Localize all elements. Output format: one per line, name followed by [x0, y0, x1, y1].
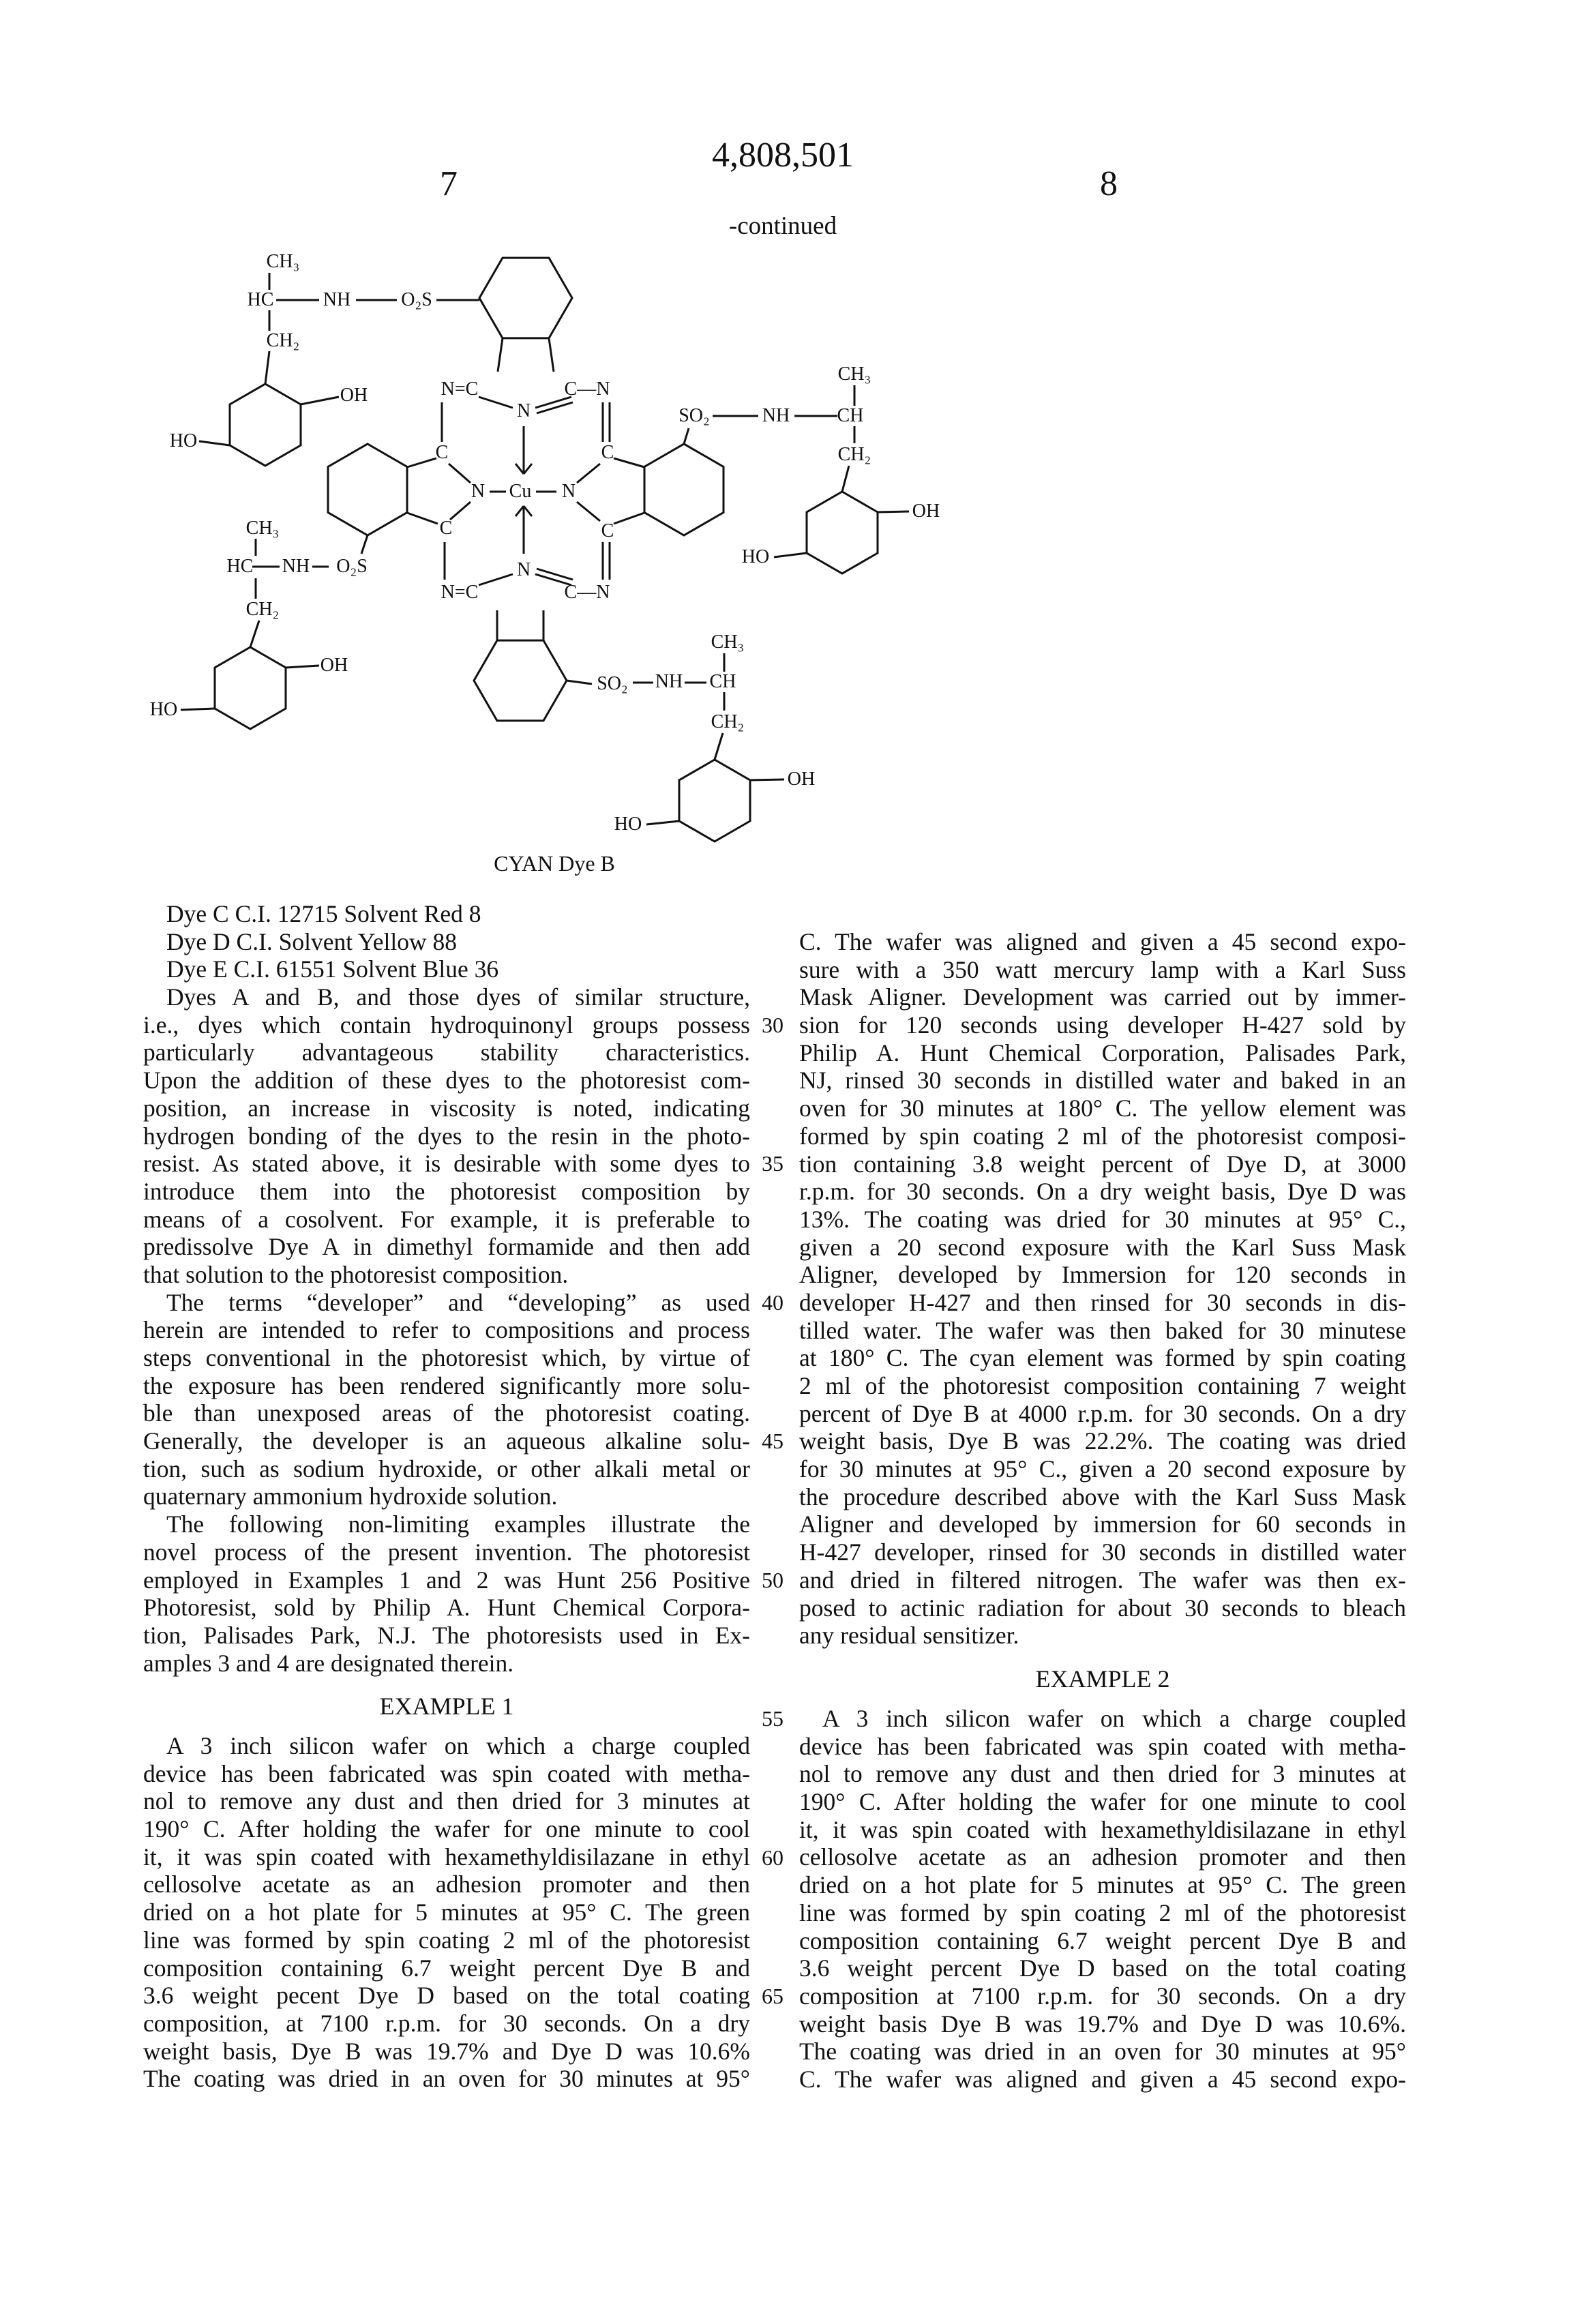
text-line: that solution to the photoresist composition. — [143, 1261, 750, 1289]
text-line: dried on a hot plate for 5 minutes at 95° C. The green — [143, 1898, 750, 1926]
text-line: any residual sensitizer. — [799, 1622, 1406, 1650]
atom-label: OH — [788, 769, 815, 790]
bond — [577, 502, 600, 521]
text-line: composition at 7100 r.p.m. for 30 seconds. On a dry — [799, 1982, 1406, 2010]
atom-label: N=C — [441, 379, 479, 400]
example-1-text — [143, 1732, 750, 2093]
text-line: line was formed by spin coating 2 ml of the photoresist — [799, 1899, 1406, 1927]
text-line: 13%. The coating was dried for 30 minutes at 95° C., — [799, 1206, 1406, 1234]
atom-label: C—N — [565, 379, 610, 400]
atom-label: CH₃ — [267, 252, 300, 272]
text-line: Generally, the developer is an aqueous alkaline solu- — [143, 1427, 750, 1455]
bond — [614, 458, 644, 467]
bond — [181, 709, 215, 710]
text-line: novel process of the present invention. The photoresist — [143, 1538, 750, 1566]
atom-label: CH₂ — [838, 445, 871, 465]
text-line: quaternary ammonium hydroxide solution. — [143, 1483, 750, 1510]
benzene-ring — [679, 760, 750, 841]
text-line: The terms “developer” and “developing” as used — [143, 1289, 750, 1317]
atom-label: SO₂ — [597, 674, 628, 694]
atom-label: O₂S — [336, 556, 368, 577]
text-line: formed by spin coating 2 ml of the photoresist composi- — [799, 1122, 1406, 1150]
atom-label: OH — [912, 501, 940, 522]
bond — [479, 574, 513, 585]
text-line: Photoresist, sold by Philip A. Hunt Chemical Corpora- — [143, 1594, 750, 1622]
text-line: for 30 minutes at 95° C., given a 20 second exposure by — [799, 1455, 1406, 1483]
text-line: employed in Examples 1 and 2 was Hunt 256 Positive — [143, 1566, 750, 1594]
patent-number: 4,808,501 — [0, 135, 1566, 175]
text-line: resist. As stated above, it is desirable with some dyes to — [143, 1150, 750, 1178]
text-line: and dried in filtered nitrogen. The wafer was then ex- — [799, 1566, 1406, 1594]
text-line: device has been fabricated was spin coated with metha- — [143, 1760, 750, 1788]
bond — [286, 666, 319, 668]
atom-label: N — [517, 560, 531, 580]
text-line: position, an increase in viscosity is noted, indicating — [143, 1094, 750, 1122]
atom-label: HO — [614, 814, 642, 835]
text-line: dried on a hot plate for 5 minutes at 95° C. The green — [799, 1871, 1406, 1899]
atom-label: N — [562, 481, 576, 502]
benzene-ring — [474, 640, 567, 721]
text-line: device has been fabricated was spin coated with metha- — [799, 1733, 1406, 1761]
text-line: sure with a 350 watt mercury lamp with a Karl Suss — [799, 956, 1406, 984]
atom-label: HO — [150, 700, 177, 720]
text-line: Dye C C.I. 12715 Solvent Red 8 — [143, 900, 750, 928]
text-line: particularly advantageous stability characteristics. — [143, 1039, 750, 1067]
example-2-heading: EXAMPLE 2 — [799, 1665, 1406, 1693]
benzene-ring — [807, 492, 878, 573]
atom-label: CH₃ — [838, 364, 871, 385]
benzene-ring — [644, 444, 723, 535]
line-number: 55 — [756, 1705, 790, 1733]
text-line: composition containing 6.7 weight percent Dye B and — [143, 1954, 750, 1982]
text-line: line was formed by spin coating 2 ml of the photoresist — [143, 1926, 750, 1954]
text-line: Dye E C.I. 61551 Solvent Blue 36 — [143, 955, 750, 983]
text-line: developer H-427 and then rinsed for 30 seconds in dis- — [799, 1289, 1406, 1317]
text-line: the exposure has been rendered significantly more solu- — [143, 1372, 750, 1400]
line-number: 35 — [756, 1150, 790, 1178]
text-line: i.e., dyes which contain hydroquinonyl groups possess — [143, 1011, 750, 1039]
bond — [199, 441, 230, 445]
bond — [407, 458, 436, 467]
bond — [516, 506, 524, 516]
benzene-ring — [215, 647, 286, 729]
line-number: 45 — [756, 1427, 790, 1455]
atom-label: C — [601, 443, 614, 463]
example-1-heading: EXAMPLE 1 — [143, 1693, 750, 1720]
bond — [715, 733, 723, 760]
text-line: Dye D C.I. Solvent Yellow 88 — [143, 928, 750, 956]
atom-label: C—N — [565, 582, 610, 603]
left-column-text — [143, 900, 750, 1677]
atom-label: N — [517, 401, 531, 421]
continued-label: -continued — [0, 211, 1566, 241]
atom-label: HC — [227, 556, 254, 577]
bond — [479, 397, 513, 408]
text-line: sion for 120 seconds using developer H-427 sold by — [799, 1011, 1406, 1039]
text-line: C. The wafer was aligned and given a 45 second expo- — [799, 2066, 1406, 2094]
line-number: 65 — [756, 1982, 790, 2010]
text-line: composition, at 7100 r.p.m. for 30 seconds. On a dry — [143, 2010, 750, 2038]
bond — [449, 464, 471, 483]
atom-label: HO — [170, 431, 197, 451]
atom-label: C — [436, 443, 449, 463]
text-line: The following non-limiting examples illustrate the — [143, 1510, 750, 1538]
benzene-ring — [328, 444, 407, 535]
atom-label: CH — [710, 672, 736, 692]
bond — [361, 535, 368, 554]
text-line: weight basis, Dye B was 19.7% and Dye D was 10.6% — [143, 2038, 750, 2066]
bond — [684, 428, 689, 444]
bond — [537, 569, 573, 580]
atom-label: CH — [837, 406, 864, 426]
right-column-text — [799, 928, 1406, 1650]
column-number-right: 8 — [1100, 164, 1118, 204]
text-line: weight basis Dye B was 19.7% and Dye D was 10.6%. — [799, 2010, 1406, 2038]
line-number: 60 — [756, 1844, 790, 1872]
text-line: hydrogen bonding of the dyes to the resin in the photo- — [143, 1122, 750, 1150]
bond — [774, 553, 807, 557]
benzene-ring — [479, 258, 572, 338]
line-number: 40 — [756, 1289, 790, 1317]
text-line: given a 20 second exposure with the Karl Suss Mask — [799, 1234, 1406, 1262]
atom-label: SO₂ — [678, 406, 710, 426]
text-line: weight basis, Dye B was 22.2%. The coating was dried — [799, 1427, 1406, 1455]
figure-caption: CYAN Dye B — [418, 851, 691, 876]
text-line: Aligner, developed by Immersion for 120 seconds in — [799, 1261, 1406, 1289]
text-line: Philip A. Hunt Chemical Corporation, Palisades Park, — [799, 1039, 1406, 1067]
bond — [878, 511, 909, 512]
atom-label: NH — [655, 672, 683, 692]
bond — [250, 621, 259, 647]
text-line: predissolve Dye A in dimethyl formamide and then add — [143, 1233, 750, 1261]
text-line: tion, such as sodium hydroxide, or other alkali metal or — [143, 1455, 750, 1483]
bond — [265, 351, 269, 384]
atom-label: CH₂ — [267, 331, 300, 351]
text-line: Upon the addition of these dyes to the photoresist com- — [143, 1067, 750, 1094]
column-number-left: 7 — [440, 164, 458, 204]
text-line: nol to remove any dust and then dried for 3 minutes at — [799, 1760, 1406, 1788]
line-number: 50 — [756, 1566, 790, 1594]
bond — [301, 397, 339, 404]
text-line: 190° C. After holding the wafer for one minute to cool — [143, 1815, 750, 1843]
structure-bonds — [0, 0, 1582, 887]
text-line: cellosolve acetate as an adhesion promoter and then — [143, 1871, 750, 1898]
text-line: introduce them into the photoresist composition by — [143, 1178, 750, 1206]
bond — [516, 464, 524, 474]
text-line: tion containing 3.8 weight percent of Dye D, at 3000 — [799, 1150, 1406, 1178]
benzene-ring — [230, 384, 301, 466]
line-number: 30 — [756, 1011, 790, 1039]
bond — [842, 466, 849, 492]
text-line: The coating was dried in an oven for 30 minutes at 95° — [799, 2038, 1406, 2066]
text-line: it, it was spin coated with hexamethyldisilazane in ethyl — [143, 1843, 750, 1871]
bond — [750, 779, 784, 780]
text-line: Mask Aligner. Development was carried out by immer- — [799, 983, 1406, 1011]
atom-label: O₂S — [401, 290, 432, 310]
text-line: amples 3 and 4 are designated therein. — [143, 1650, 750, 1678]
atom-label: OH — [320, 655, 348, 676]
text-line: at 180° C. The cyan element was formed by spin coating — [799, 1344, 1406, 1372]
text-line: percent of Dye B at 4000 r.p.m. for 30 seconds. On a dry — [799, 1400, 1406, 1428]
text-line: r.p.m. for 30 seconds. On a dry weight basis, Dye D was — [799, 1178, 1406, 1206]
atom-label: NH — [323, 290, 350, 310]
bond — [646, 821, 679, 824]
bond — [614, 513, 644, 524]
text-line: the procedure described above with the Karl Suss Mask — [799, 1483, 1406, 1511]
text-line: nol to remove any dust and then dried for 3 minutes at — [143, 1787, 750, 1815]
text-line: steps conventional in the photoresist which, by virtue of — [143, 1344, 750, 1372]
text-line: 2 ml of the photoresist composition containing 7 weight — [799, 1372, 1406, 1400]
atom-label: CH₃ — [246, 518, 280, 539]
atom-label: CH₃ — [711, 632, 745, 653]
text-line: composition containing 6.7 weight percent Dye B and — [799, 1927, 1406, 1955]
text-line: A 3 inch silicon wafer on which a charge coupled — [143, 1732, 750, 1760]
bond — [524, 464, 532, 474]
text-line: cellosolve acetate as an adhesion promoter and then — [799, 1843, 1406, 1871]
text-line: H-427 developer, rinsed for 30 seconds in distilled water — [799, 1538, 1406, 1566]
bond — [549, 338, 554, 372]
text-line: posed to actinic radiation for about 30 seconds to bleach — [799, 1594, 1406, 1622]
text-line: ble than unexposed areas of the photoresist coating. — [143, 1399, 750, 1427]
text-line: tilled water. The wafer was then baked for 30 minutese — [799, 1317, 1406, 1345]
atom-label: NH — [762, 406, 790, 426]
text-line: it, it was spin coated with hexamethyldisilazane in ethyl — [799, 1816, 1406, 1844]
text-line: Dyes A and B, and those dyes of similar structure, — [143, 983, 750, 1011]
bond — [524, 506, 532, 516]
atom-label: N — [471, 481, 485, 502]
text-line: means of a cosolvent. For example, it is preferable to — [143, 1206, 750, 1234]
bond — [537, 402, 573, 413]
text-line: herein are intended to refer to compositions and process — [143, 1316, 750, 1344]
atom-label: C — [440, 518, 453, 539]
atom-label: Cu — [509, 481, 532, 502]
text-line: A 3 inch silicon wafer on which a charge coupled — [799, 1705, 1406, 1733]
text-line: NJ, rinsed 30 seconds in distilled water and baked in an — [799, 1067, 1406, 1094]
text-line: Aligner and developed by immersion for 60 seconds in — [799, 1510, 1406, 1538]
atom-label: CH₂ — [711, 712, 745, 732]
atom-label: N=C — [441, 582, 479, 603]
text-line: 3.6 weight percent Dye D based on the total coating — [799, 1954, 1406, 1982]
example-2-text — [799, 1705, 1406, 2094]
atom-label: HO — [742, 547, 769, 567]
atom-label: HC — [248, 290, 274, 310]
text-line: tion, Palisades Park, N.J. The photoresists used in Ex- — [143, 1622, 750, 1650]
atom-label: OH — [340, 385, 368, 406]
text-line: 3.6 weight pecent Dye D based on the total coating — [143, 1982, 750, 2010]
text-line: oven for 30 minutes at 180° C. The yellow element was — [799, 1094, 1406, 1122]
text-line: C. The wafer was aligned and given a 45 second expo- — [799, 928, 1406, 956]
bond — [498, 338, 503, 372]
atom-label: CH₂ — [246, 599, 280, 620]
bond — [567, 681, 592, 684]
text-line: The coating was dried in an oven for 30 minutes at 95° — [143, 2065, 750, 2093]
atom-label: NH — [282, 556, 310, 577]
bond — [407, 513, 438, 524]
bond — [577, 464, 600, 483]
text-line: 190° C. After holding the wafer for one minute to cool — [799, 1788, 1406, 1816]
bond — [450, 502, 471, 520]
atom-label: C — [601, 521, 614, 541]
